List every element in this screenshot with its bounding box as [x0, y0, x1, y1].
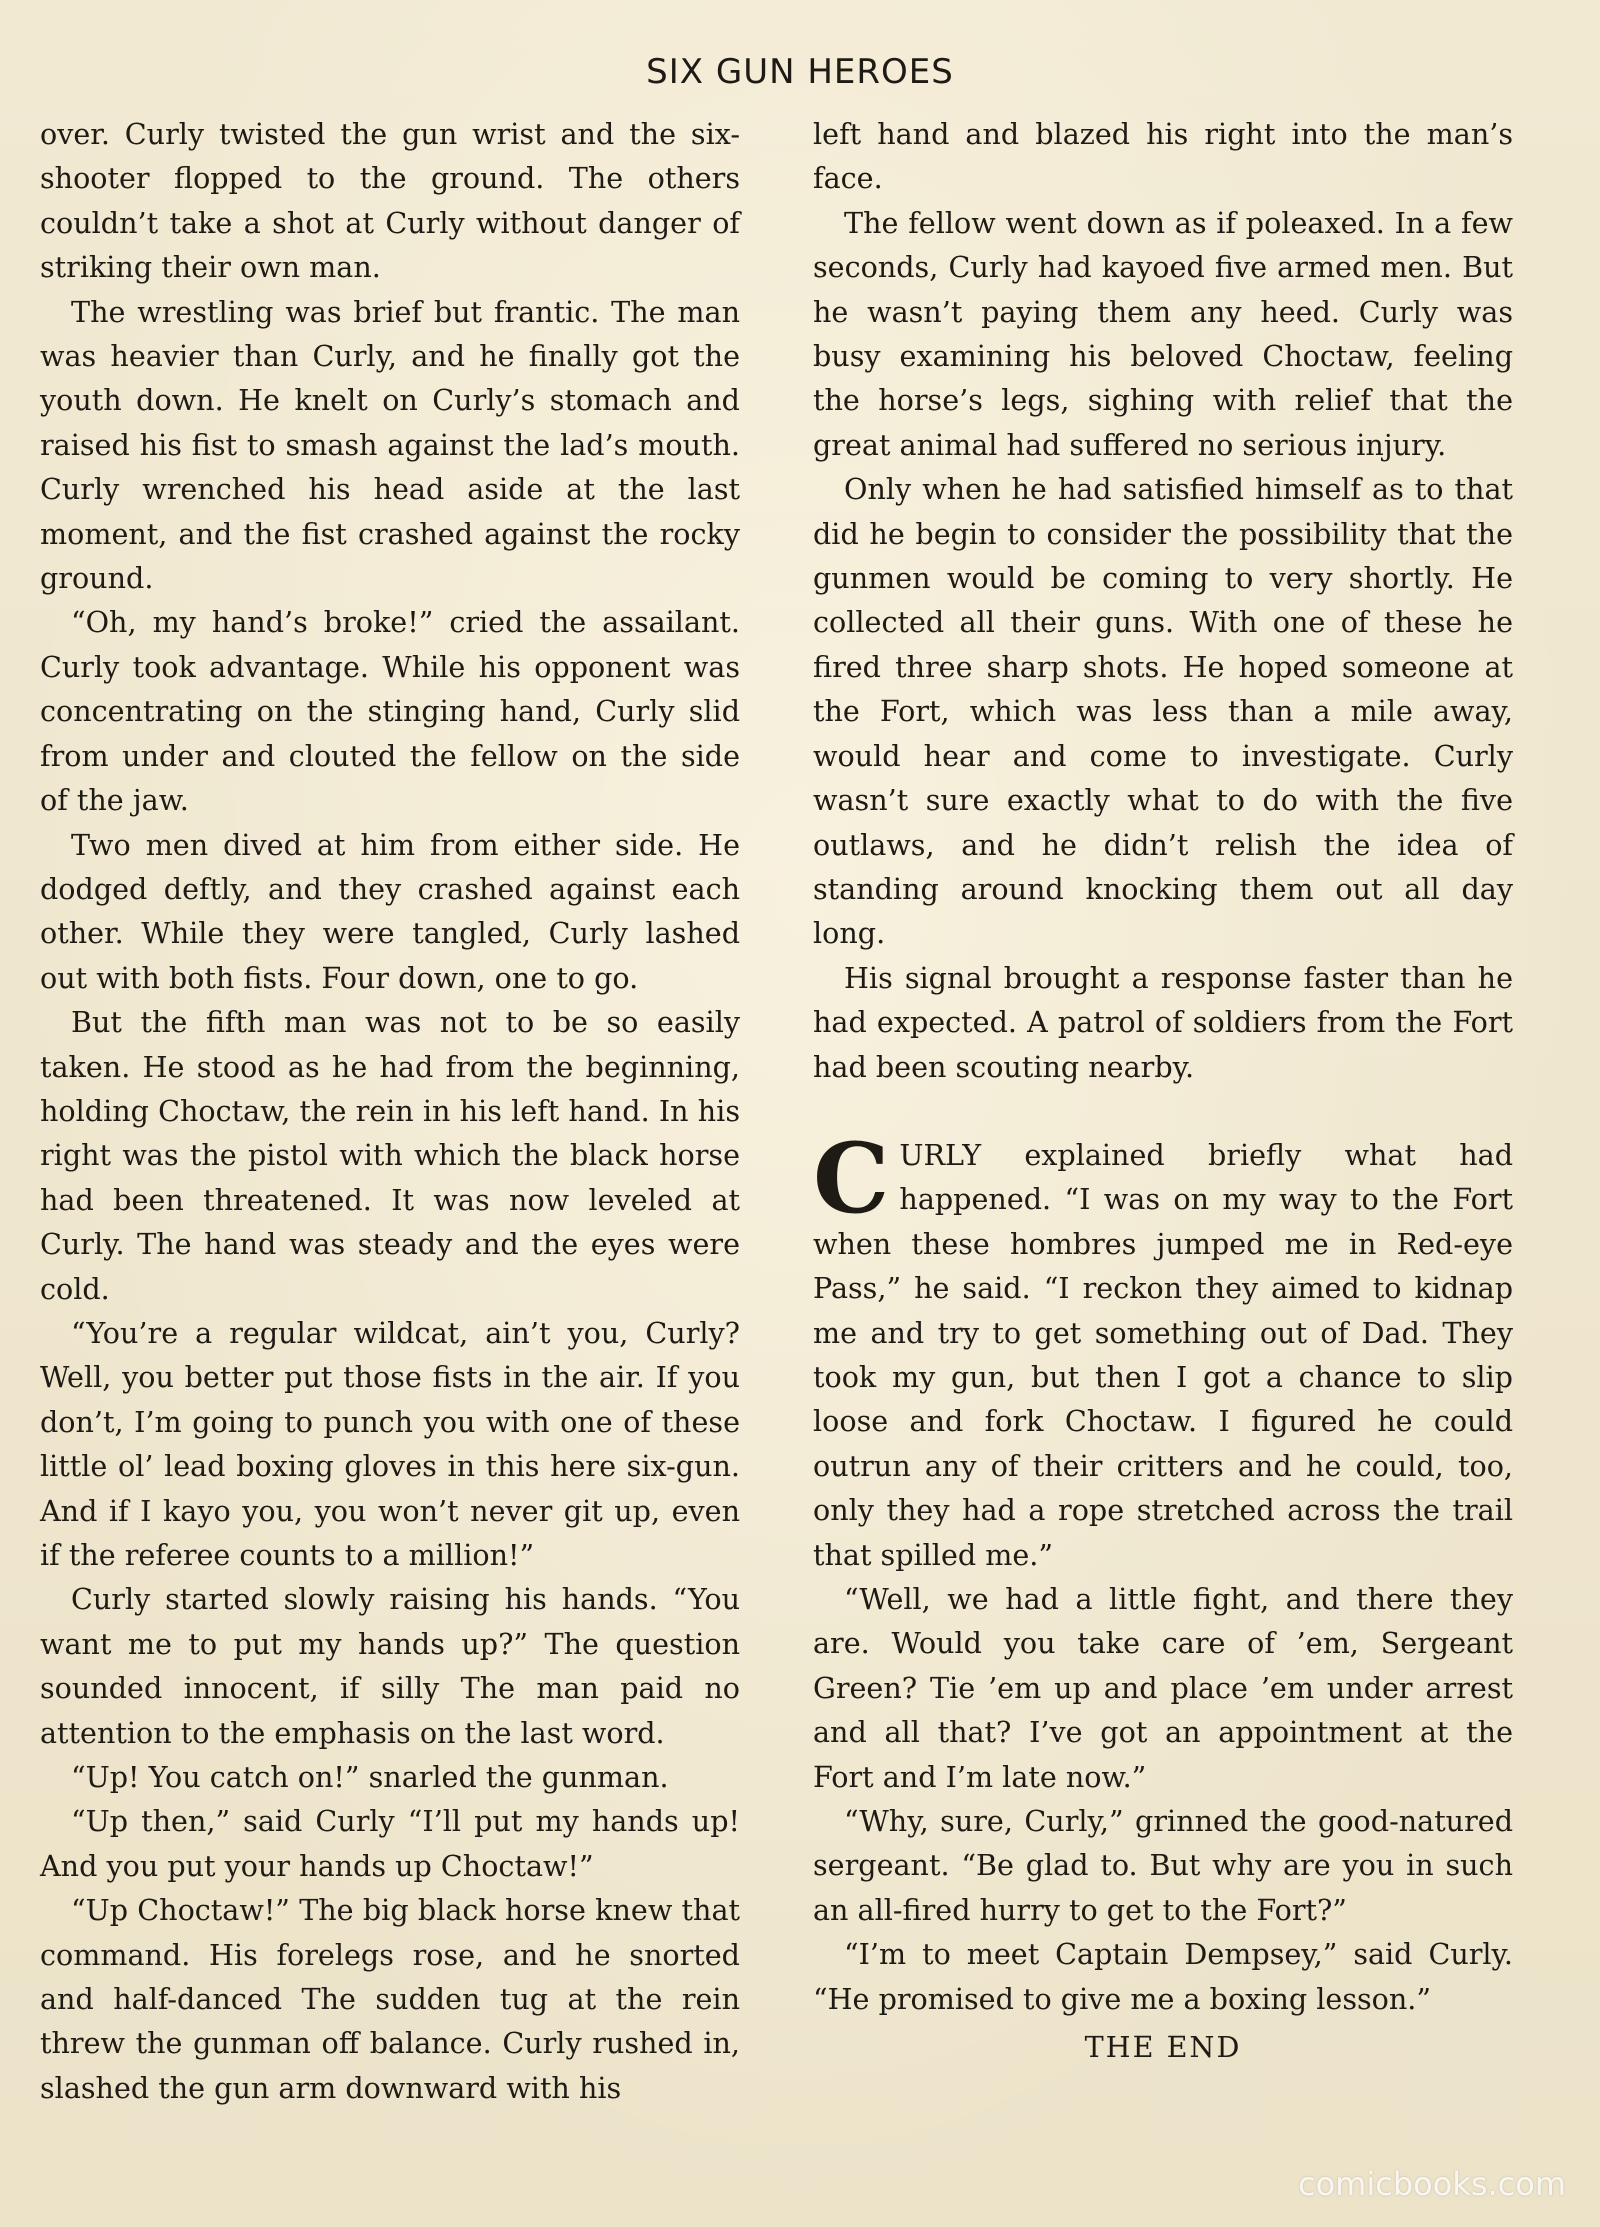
paragraph: “I’m to meet Captain Dempsey,” said Curly. “He promised to give me a boxing lesson.”	[813, 1937, 1513, 2016]
right-column	[813, 112, 1513, 2069]
paragraph: “Up! You catch on!” snarled the gunman.	[71, 1760, 669, 1795]
paragraph: “Up then,” said Curly “I’ll put my hands up! And you put your hands up Choctaw!”	[40, 1804, 740, 1883]
paragraph: “Why, sure, Curly,” grinned the good-natured sergeant. “Be glad to. But why are you in such an all-fired hurry to get to the Fort?”	[813, 1804, 1513, 1927]
dropcap-paragraph	[813, 1121, 1513, 1577]
watermark: comicbooks.com	[1297, 2165, 1566, 2203]
paragraph: Curly started slowly raising his hands. “You want me to put my hands up?” The question sounded innocent, if silly The man paid no attention to the emphasis on the last word.	[40, 1582, 740, 1750]
drop-cap: C	[813, 1121, 890, 1235]
paragraph: over. Curly twisted the gun wrist and the six-shooter flopped to the ground. The others couldn’t take a shot at Curly without danger of striking their own man.	[40, 117, 740, 285]
paragraph: “Oh, my hand’s broke!” cried the assailant. Curly took advantage. While his opponent was concentrating on the stinging hand, Curly slid from under and clouted the fellow on the side of the jaw.	[40, 605, 740, 818]
paragraph: “Up Choctaw!” The big black horse knew that command. His forelegs rose, and he snorted and half-danced The sudden tug at the rein threw the gunman off balance. Curly rushed in, slashed the gun arm downward with his	[40, 1893, 740, 2105]
left-column	[40, 112, 740, 2110]
paragraph: The fellow went down as if poleaxed. In a few seconds, Curly had kayoed five armed men. But he wasn’t paying them any heed. Curly was busy examining his beloved Choctaw, feeling the horse’s legs, sighing with relief that the great animal had suffered no serious injury.	[813, 205, 1513, 462]
paragraph: But the fifth man was not to be so easily taken. He stood as he had from the beginning, holding Choctaw, the rein in his left hand. In his right was the pistol with which the black horse had been threatened. It was now leveled at Curly. The hand was steady and the eyes were cold.	[40, 1005, 740, 1306]
paragraph: His signal brought a response faster than he had expected. A patrol of soldiers from the Fort had been scouting nearby.	[813, 960, 1513, 1084]
paragraph: Only when he had satisfied himself as to that did he begin to consider the possibility that the gunmen would be coming to very shortly. He collected all their guns. With one of these he fired three sharp shots. He hoped someone at the Fort, which was less than a mile away, would hear and come to investigate. Curly wasn’t sure exactly what to do with the five outlaws, and he didn’t relish the idea of standing around knocking them out all day long.	[813, 472, 1513, 951]
the-end: THE END	[1084, 2030, 1242, 2065]
dropcap-paragraph-text: URLY explained briefly what had happened. “I was on my way to the Fort when these hombres jumped me in Red-eye Pass,” he said. “I reckon they aimed to kidnap me and try to get something out of Dad. They took my gun, but then I got a chance to slip loose and fork Choctaw. I figured he could outrun any of their critters and he could, too, only they had a rope stretched across the trail that spilled me.”	[813, 1137, 1513, 1572]
paragraph: “Well, we had a little fight, and there they are. Would you take care of ’em, Sergeant Green? Tie ’em up and place ’em under arrest and all that? I’ve got an appointment at the Fort and I’m late now.”	[813, 1582, 1513, 1794]
paragraph: Two men dived at him from either side. He dodged deftly, and they crashed against each other. While they were tangled, Curly lashed out with both fists. Four down, one to go.	[40, 827, 740, 995]
paragraph: “You’re a regular wildcat, ain’t you, Curly? Well, you better put those fists in the air. If you don’t, I’m going to punch you with one of these little ol’ lead boxing gloves in this here six-gun. And if I kayo you, you won’t never git up, even if the referee counts to a million!”	[40, 1315, 740, 1572]
paragraph: left hand and blazed his right into the man’s face.	[813, 117, 1513, 196]
running-head: SIX GUN HEROES	[646, 52, 954, 92]
paragraph: The wrestling was brief but frantic. The man was heavier than Curly, and he finally got the youth down. He knelt on Curly’s stomach and raised his fist to smash against the lad’s mouth. Curly wrenched his head aside at the last moment, and the fist crashed against the rocky ground.	[40, 294, 740, 596]
